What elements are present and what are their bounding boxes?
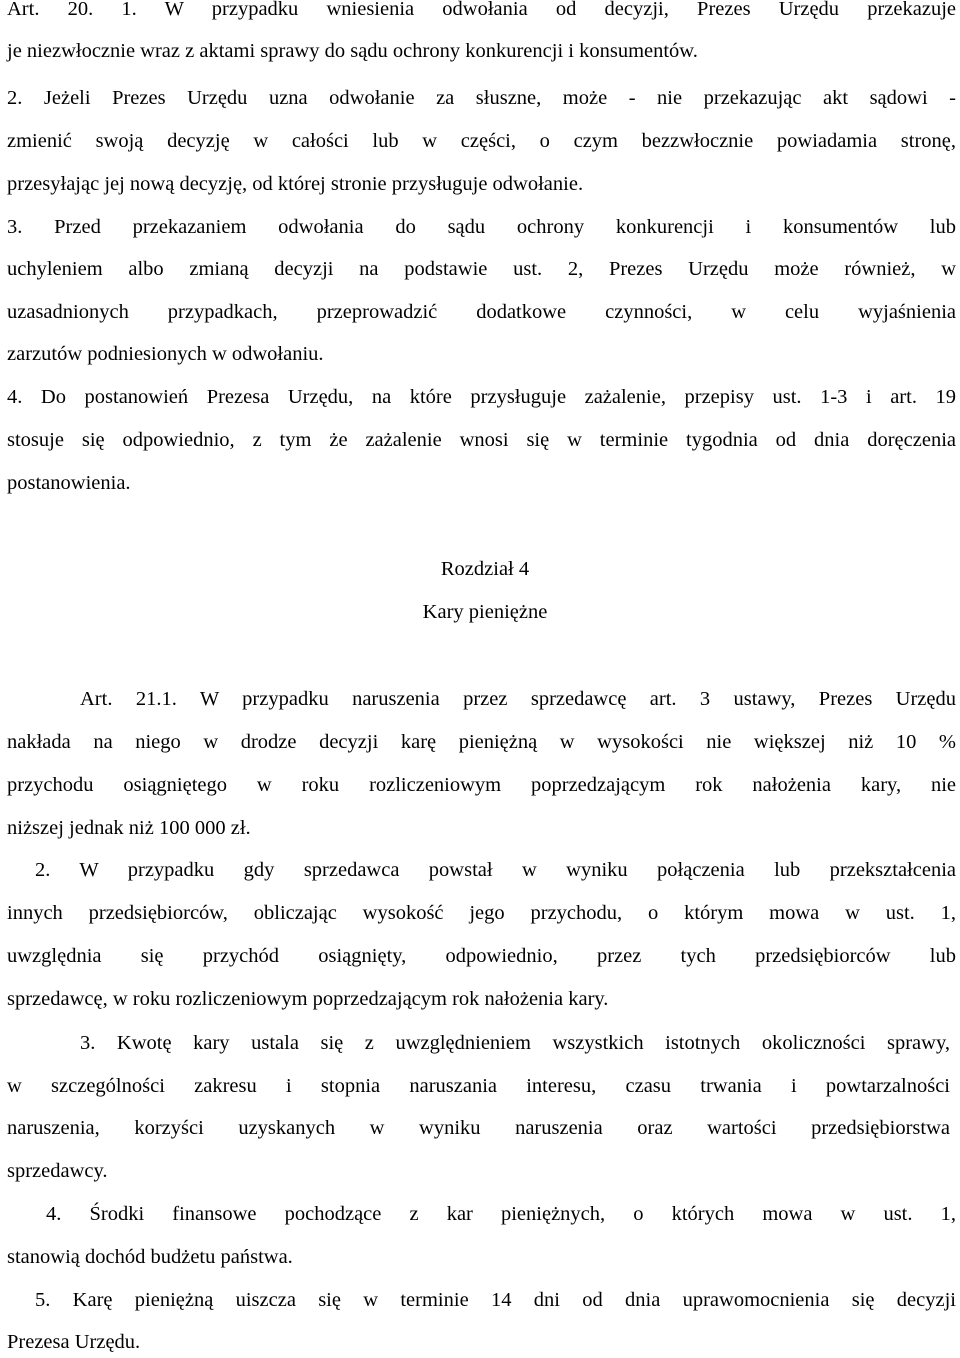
art-21-ust-2-line-3: uwzględnia się przychód osiągnięty, odpowiednio, przez tych przedsiębiorców lub (7, 945, 956, 967)
art-21-ust-2-line-1: 2. W przypadku gdy sprzedawca powstał w wyniku połączenia lub przekształcenia (35, 859, 956, 881)
art-20-ust-4-line-1: 4. Do postanowień Prezesa Urzędu, na które przysługuje zażalenie, przepisy ust. 1-3 i art. 19 (7, 386, 956, 408)
art-21-ust-1-line-3: przychodu osiągniętego w roku rozliczeniowym poprzedzającym rok nałożenia kary, nie (7, 774, 956, 796)
art-20-ust-2-line-3: przesyłając jej nową decyzję, od której stronie przysługuje odwołanie. (7, 173, 584, 195)
art-20-ust-2-line-1: 2. Jeżeli Prezes Urzędu uzna odwołanie za słuszne, może - nie przekazując akt sądowi - (7, 87, 956, 109)
art-21-ust-1-line-4: niższej jednak niż 100 000 zł. (7, 817, 251, 839)
art-20-ust-3-line-4: zarzutów podniesionych w odwołaniu. (7, 343, 324, 365)
chapter-number: Rozdział 4 (440, 558, 530, 580)
art-21-ust-5-line-1: 5. Karę pieniężną uiszcza się w terminie 14 dni od dnia uprawomocnienia się decyzji (35, 1289, 956, 1311)
art-20-ust-4-line-3: postanowienia. (7, 472, 131, 494)
art-20-ust-1-line-1: Art. 20. 1. W przypadku wniesienia odwołania od decyzji, Prezes Urzędu przekazuje (7, 0, 956, 20)
art-21-ust-1-line-2: nakłada na niego w drodze decyzji karę pieniężną w wysokości nie większej niż 10 % (7, 731, 956, 753)
art-21-ust-3-line-1: 3. Kwotę kary ustala się z uwzględnieniem wszystkich istotnych okoliczności sprawy, (80, 1032, 950, 1054)
art-21-ust-3-line-4: sprzedawcy. (7, 1160, 108, 1182)
art-21-ust-2-line-4: sprzedawcę, w roku rozliczeniowym poprzedzającym rok nałożenia kary. (7, 988, 609, 1010)
art-20-ust-2-line-2: zmienić swoją decyzję w całości lub w części, o czym bezzwłocznie powiadamia stronę, (7, 130, 956, 152)
art-20-ust-3-line-1: 3. Przed przekazaniem odwołania do sądu ochrony konkurencji i konsumentów lub (7, 216, 956, 238)
art-20-ust-3-line-3: uzasadnionych przypadkach, przeprowadzić dodatkowe czynności, w celu wyjaśnienia (7, 301, 956, 323)
art-21-ust-2-line-2: innych przedsiębiorców, obliczając wysokość jego przychodu, o którym mowa w ust. 1, (7, 902, 956, 924)
art-21-ust-4-line-2: stanowią dochód budżetu państwa. (7, 1246, 293, 1268)
art-21-ust-1-line-1: Art. 21.1. W przypadku naruszenia przez sprzedawcę art. 3 ustawy, Prezes Urzędu (80, 688, 956, 710)
art-20-ust-1-line-2: je niezwłocznie wraz z aktami sprawy do sądu ochrony konkurencji i konsumentów. (7, 40, 698, 62)
chapter-title: Kary pieniężne (422, 601, 548, 623)
art-20-ust-3-line-2: uchyleniem albo zmianą decyzji na podstawie ust. 2, Prezes Urzędu może również, w (7, 258, 956, 280)
art-21-ust-3-line-3: naruszenia, korzyści uzyskanych w wyniku naruszenia oraz wartości przedsiębiorstwa (7, 1117, 950, 1139)
art-21-ust-3-line-2: w szczególności zakresu i stopnia naruszania interesu, czasu trwania i powtarzalności (7, 1075, 950, 1097)
art-21-ust-5-line-2: Prezesa Urzędu. (7, 1331, 141, 1353)
art-21-ust-4-line-1: 4. Środki finansowe pochodzące z kar pieniężnych, o których mowa w ust. 1, (46, 1203, 956, 1225)
art-20-ust-4-line-2: stosuje się odpowiednio, z tym że zażalenie wnosi się w terminie tygodnia od dnia doręczenia (7, 429, 956, 451)
